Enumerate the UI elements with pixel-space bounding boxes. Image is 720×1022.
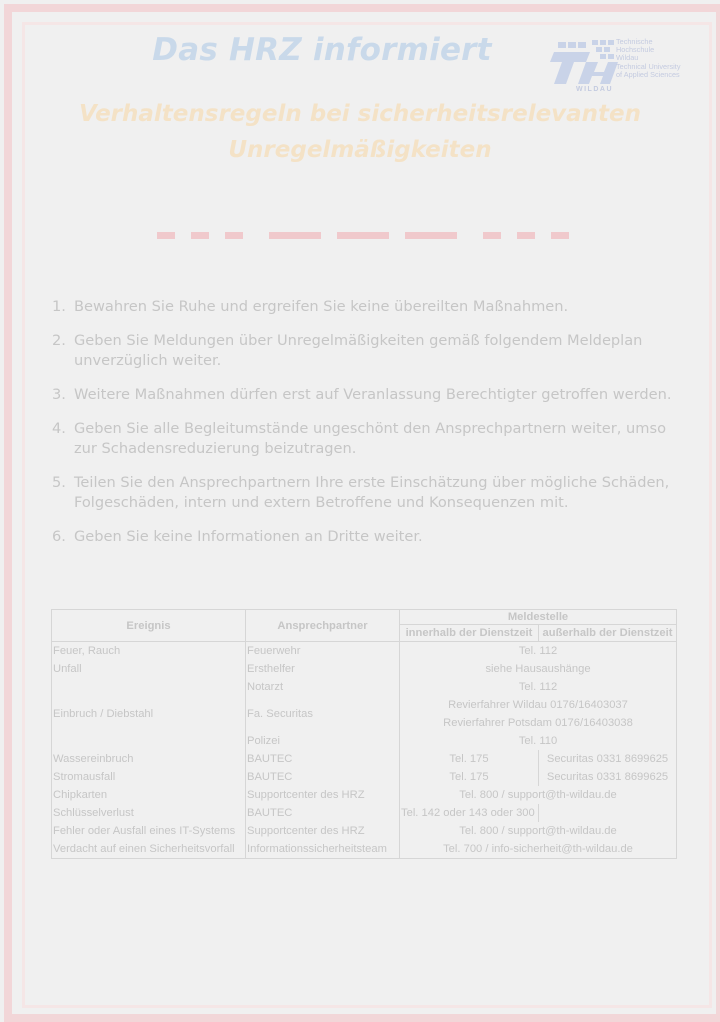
cell-partner: Informationssicherheitsteam: [246, 840, 400, 859]
page-title: Das HRZ informiert: [152, 32, 492, 68]
cell-partner: Supportcenter des HRZ: [246, 822, 400, 840]
cell-ereignis: Wassereinbruch: [52, 750, 246, 768]
cell-ereignis: Unfall: [52, 660, 246, 678]
table-row: [52, 840, 677, 859]
table-row: [52, 660, 677, 678]
cell-melde: Tel. 112: [400, 678, 677, 696]
cell-partner: Polizei: [246, 732, 400, 750]
table-row: [52, 786, 677, 804]
dash: [405, 232, 457, 239]
cell-ausser: Securitas 0331 8699625: [539, 768, 677, 786]
rule-text: Geben Sie keine Informationen an Dritte weiter.: [74, 528, 423, 545]
logo-line-5: of Applied Sciences: [616, 69, 680, 79]
logo-line-3: Wildau: [616, 53, 639, 63]
rule-item: [52, 473, 672, 513]
rule-number: 1.: [52, 298, 66, 315]
cell-partner: Feuerwehr: [246, 642, 400, 661]
rule-text: Weitere Maßnahmen dürfen erst auf Veranlassung Berechtigter getroffen werden.: [74, 386, 672, 403]
rule-text: Geben Sie Meldungen über Unregelmäßigkeiten gemäß folgendem Meldeplan unverzüglich weiter.: [74, 332, 643, 369]
dash: [269, 232, 321, 239]
cell-ereignis: Stromausfall: [52, 768, 246, 786]
rule-number: 5.: [52, 474, 66, 491]
rule-number: 2.: [52, 332, 66, 349]
logo-line-1: Technische: [616, 37, 653, 46]
cell-ereignis: Chipkarten: [52, 786, 246, 804]
cell-melde: Tel. 112: [400, 642, 677, 661]
table-row: [52, 768, 677, 786]
cell-partner: Ersthelfer: [246, 660, 400, 678]
cell-partner: Supportcenter des HRZ: [246, 786, 400, 804]
cell-melde: Tel. 110: [400, 732, 677, 750]
cell-ereignis: Fehler oder Ausfall eines IT-Systems: [52, 822, 246, 840]
cell-partner: Fa. Securitas: [246, 696, 400, 732]
cell-partner: BAUTEC: [246, 750, 400, 768]
cell-melde: Tel. 800 / support@th-wildau.de: [400, 822, 677, 840]
cell-ereignis: Schlüsselverlust: [52, 804, 246, 822]
cell-melde: Revierfahrer Potsdam 0176/16403038: [400, 714, 677, 732]
rule-number: 3.: [52, 386, 66, 403]
logo-wordmark: WILDAU: [576, 86, 613, 93]
dash: [483, 232, 501, 239]
cell-ereignis-empty: [52, 678, 246, 696]
dash: [551, 232, 569, 239]
cell-ereignis: Verdacht auf einen Sicherheitsvorfall: [52, 840, 246, 859]
dash: [337, 232, 389, 239]
rule-text: Bewahren Sie Ruhe und ergreifen Sie keine übereilten Maßnahmen.: [74, 298, 569, 315]
header-ausserhalb: außerhalb der Dienstzeit: [539, 625, 677, 642]
logo-line-4: Technical University: [616, 61, 681, 71]
rule-item: [52, 385, 672, 405]
cell-melde: Revierfahrer Wildau 0176/16403037: [400, 696, 677, 714]
header-meldestelle: Meldestelle: [400, 610, 677, 625]
reporting-table: [51, 609, 677, 859]
table-row: [52, 732, 677, 750]
dash: [157, 232, 175, 239]
dash: [225, 232, 243, 239]
cell-ereignis-empty: [52, 732, 246, 750]
cell-ereignis: Einbruch / Diebstahl: [52, 696, 246, 732]
rule-number: 4.: [52, 420, 66, 437]
cell-partner: BAUTEC: [246, 804, 400, 822]
cell-inner: Tel. 175: [400, 750, 539, 768]
rules-list: [52, 297, 672, 561]
rule-text: Geben Sie alle Begleitumstände ungeschönt den Ansprechpartnern weiter, umso zur Schadensreduzierung beizutragen.: [74, 420, 667, 457]
subtitle-line-1: Verhaltensregeln bei sicherheitsrelevanten: [78, 101, 642, 127]
cell-partner: Notarzt: [246, 678, 400, 696]
rule-number: 6.: [52, 528, 66, 545]
cell-partner: BAUTEC: [246, 768, 400, 786]
table-row: [52, 822, 677, 840]
table-row: [52, 678, 677, 696]
cell-melde: Tel. 700 / info-sicherheit@th-wildau.de: [400, 840, 677, 859]
rule-item: [52, 297, 672, 317]
cell-melde: siehe Hausaushänge: [400, 660, 677, 678]
header-ereignis: Ereignis: [52, 610, 246, 642]
rule-item: [52, 419, 672, 459]
rule-text: Teilen Sie den Ansprechpartnern Ihre erste Einschätzung über mögliche Schäden, Folgeschäden, intern und extern Betroffene und Konsequenzen mit.: [74, 474, 670, 511]
header-innerhalb: innerhalb der Dienstzeit: [400, 625, 539, 642]
cell-inner: Tel. 175: [400, 768, 539, 786]
cell-ausser: Securitas 0331 8699625: [539, 750, 677, 768]
logo-line-2: Hochschule: [616, 45, 655, 55]
table-row: [52, 642, 677, 661]
logo-text: [616, 38, 680, 79]
cell-ereignis: Feuer, Rauch: [52, 642, 246, 661]
rule-item: [52, 527, 672, 547]
dash: [191, 232, 209, 239]
cell-melde: Tel. 800 / support@th-wildau.de: [400, 786, 677, 804]
table-row: [52, 696, 677, 714]
subtitle: [0, 96, 720, 168]
rule-item: [52, 331, 672, 371]
cell-ausser-empty: [539, 804, 677, 822]
header-ansprechpartner: Ansprechpartner: [246, 610, 400, 642]
decorative-dash-line: [157, 232, 577, 240]
subtitle-line-2: Unregelmäßigkeiten: [228, 137, 492, 163]
table-row: [52, 804, 677, 822]
dash: [517, 232, 535, 239]
table-row: [52, 750, 677, 768]
cell-inner: Tel. 142 oder 143 oder 300: [400, 804, 539, 822]
